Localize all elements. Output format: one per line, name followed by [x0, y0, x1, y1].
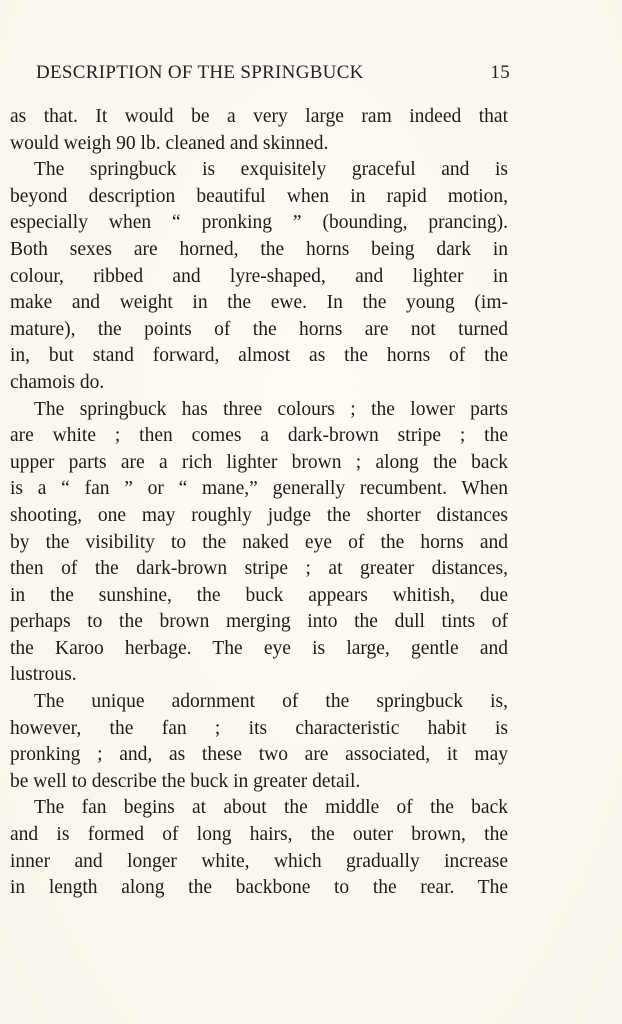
text-line: the Karoo herbage. The eye is large, gentle and [10, 637, 508, 659]
text-line: shooting, one may roughly judge the shorter distances [10, 504, 508, 526]
text-line: then of the dark-brown stripe ; at greater distances, [10, 558, 508, 580]
text-line: The springbuck is exquisitely graceful and is [34, 159, 508, 181]
text-line: especially when “ pronking ” (bounding, prancing). [10, 212, 508, 234]
text-line: The unique adornment of the springbuck is, [34, 691, 508, 713]
text-line: colour, ribbed and lyre-shaped, and lighter in [10, 265, 508, 287]
text-line: as that. It would be a very large ram indeed that [10, 106, 508, 127]
text-line: mature), the points of the horns are not turned [10, 318, 508, 340]
text-line: are white ; then comes a dark-brown stripe ; the [10, 425, 508, 447]
text-line: in the sunshine, the buck appears whitish, due [10, 584, 508, 606]
text-line: lustrous. [10, 664, 77, 686]
text-line: perhaps to the brown merging into the dull tints of [10, 611, 508, 633]
text-line: and is formed of long hairs, the outer brown, the [10, 824, 508, 846]
running-head [36, 62, 510, 88]
text-line: be well to describe the buck in greater detail. [10, 770, 361, 792]
text-line: would weigh 90 lb. cleaned and skinned. [10, 132, 329, 154]
text-line: Both sexes are horned, the horns being dark in [10, 238, 508, 260]
chapter-heading: DESCRIPTION OF THE SPRINGBUCK [36, 62, 364, 83]
text-line: by the visibility to the naked eye of the horns and [10, 531, 508, 553]
text-line: make and weight in the ewe. In the young (im- [10, 292, 508, 314]
text-line: inner and longer white, which gradually increase [10, 850, 508, 872]
page-number: 15 [490, 62, 510, 83]
text-line: however, the fan ; its characteristic habit is [10, 717, 508, 739]
text-line: upper parts are a rich lighter brown ; along the back [10, 451, 508, 473]
text-line: in, but stand forward, almost as the horns of the [10, 345, 508, 367]
text-line: pronking ; and, as these two are associated, it may [10, 744, 508, 766]
text-line: The springbuck has three colours ; the lower parts [34, 398, 508, 420]
text-line: chamois do. [10, 371, 105, 393]
body-text [10, 104, 508, 902]
text-line: in length along the backbone to the rear. The [10, 877, 508, 899]
text-line: The fan begins at about the middle of the back [34, 797, 508, 819]
text-line: beyond description beautiful when in rapid motion, [10, 185, 508, 207]
text-line: is a “ fan ” or “ mane,” generally recumbent. When [10, 478, 508, 500]
